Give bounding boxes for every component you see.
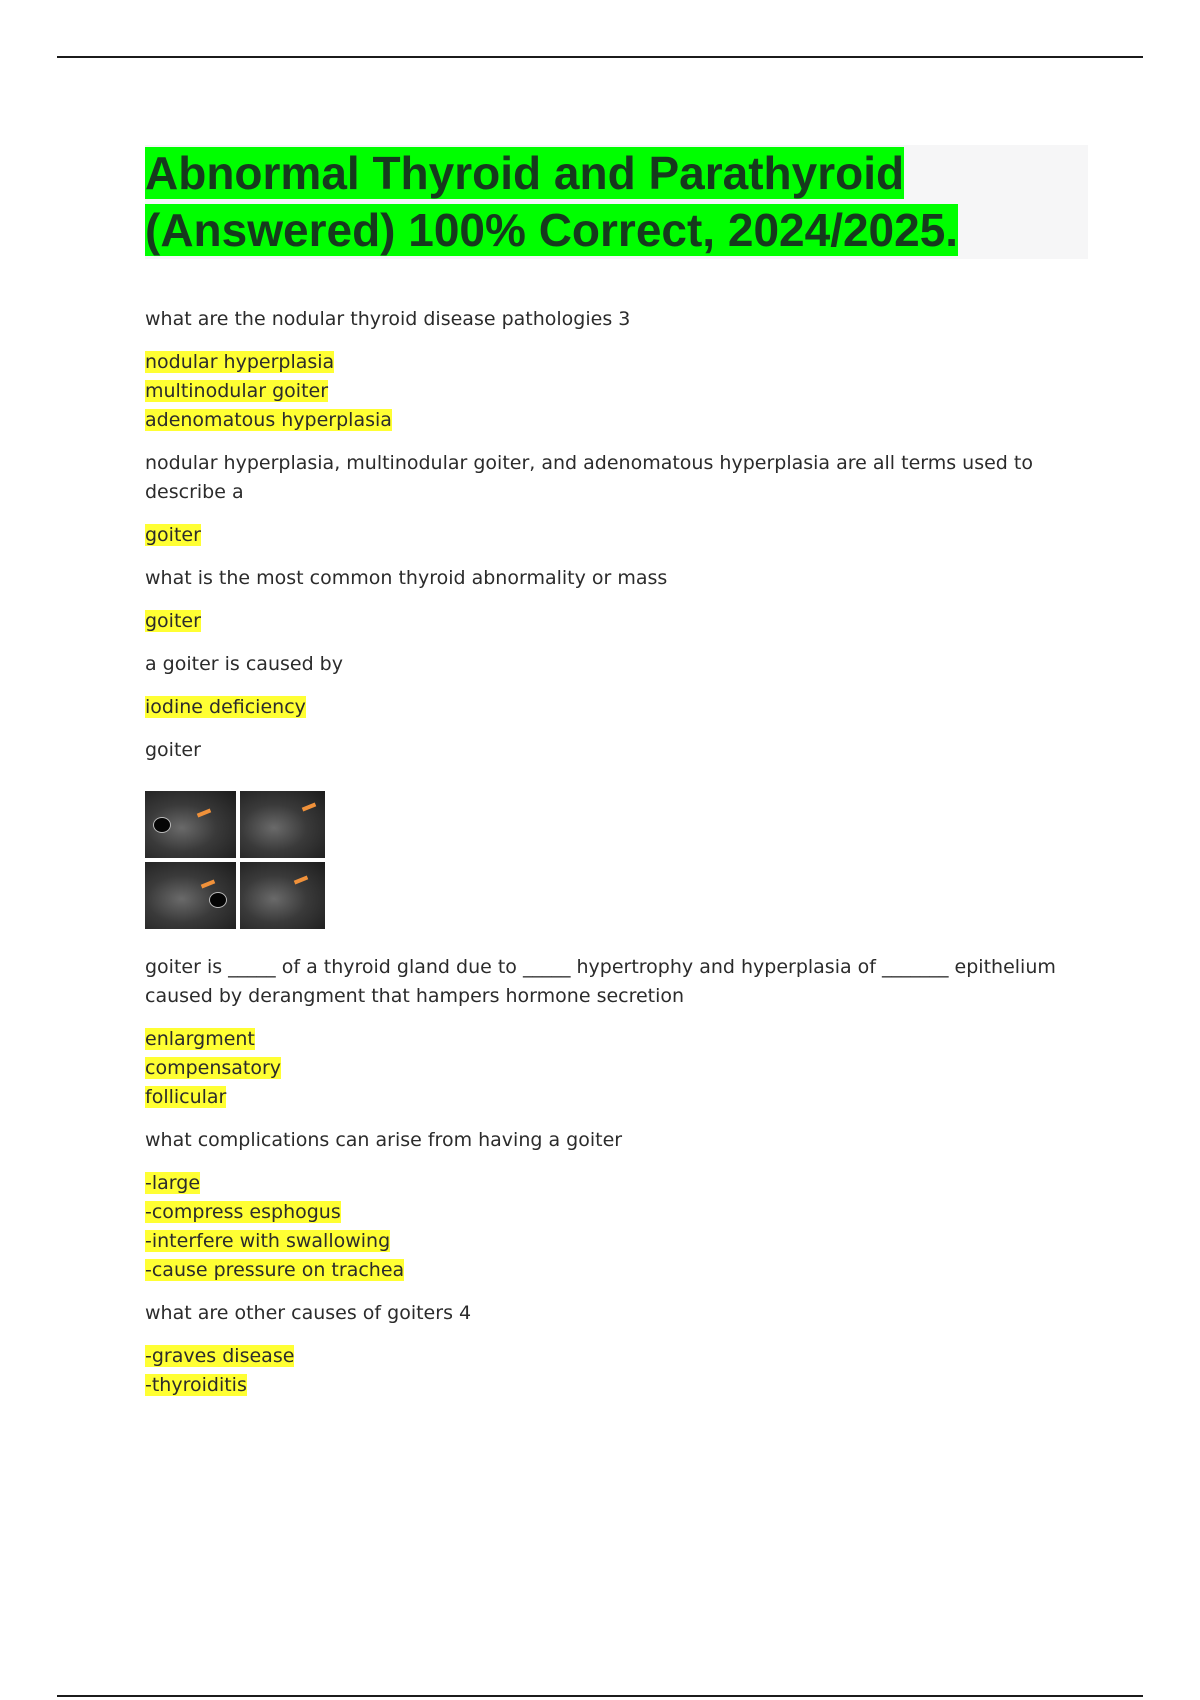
ultrasound-panel-d bbox=[240, 862, 325, 929]
answer-line: follicular bbox=[145, 1086, 227, 1108]
document-title bbox=[145, 145, 1088, 259]
qa-list bbox=[145, 305, 1088, 1400]
ultrasound-panel-c bbox=[145, 862, 236, 929]
question-2: nodular hyperplasia, multinodular goiter, and adenomatous hyperplasia are all terms used to describe a bbox=[145, 452, 1033, 503]
bottom-rule bbox=[57, 1695, 1143, 1697]
answer-3 bbox=[145, 607, 1088, 636]
answer-2 bbox=[145, 521, 1088, 550]
answer-line: multinodular goiter bbox=[145, 380, 329, 402]
answer-1 bbox=[145, 348, 1088, 435]
question-6: goiter is _____ of a thyroid gland due to _____ hypertrophy and hyperplasia of _______ epithelium caused by derangment that hampers hormone secretion bbox=[145, 956, 1056, 1007]
answer-line: -thyroiditis bbox=[145, 1374, 247, 1396]
answer-line: -cause pressure on trachea bbox=[145, 1259, 405, 1281]
answer-line: nodular hyperplasia bbox=[145, 351, 335, 373]
top-rule bbox=[57, 56, 1143, 58]
answer-line: -compress esphogus bbox=[145, 1201, 341, 1223]
answer-line: adenomatous hyperplasia bbox=[145, 409, 392, 431]
ultrasound-panel-b bbox=[240, 791, 325, 858]
answer-4 bbox=[145, 693, 1088, 722]
answer-8 bbox=[145, 1342, 1088, 1400]
answer-7 bbox=[145, 1169, 1088, 1285]
answer-line: goiter bbox=[145, 524, 201, 546]
answer-line: -graves disease bbox=[145, 1345, 295, 1367]
question-1: what are the nodular thyroid disease pathologies 3 bbox=[145, 308, 631, 330]
title-line-2: (Answered) 100% Correct, 2024/2025. bbox=[145, 204, 959, 256]
question-3: what is the most common thyroid abnormality or mass bbox=[145, 567, 668, 589]
answer-line: compensatory bbox=[145, 1057, 282, 1079]
question-8: what are other causes of goiters 4 bbox=[145, 1302, 472, 1324]
answer-line: goiter bbox=[145, 610, 201, 632]
answer-line: iodine deficiency bbox=[145, 696, 306, 718]
ultrasound-panel-a bbox=[145, 791, 236, 858]
answer-line: -large bbox=[145, 1172, 201, 1194]
question-5: goiter bbox=[145, 739, 201, 761]
title-line-1: Abnormal Thyroid and Parathyroid bbox=[145, 147, 905, 199]
question-4: a goiter is caused by bbox=[145, 653, 343, 675]
answer-line: -interfere with swallowing bbox=[145, 1230, 391, 1252]
question-7: what complications can arise from having a goiter bbox=[145, 1129, 623, 1151]
answer-line: enlargment bbox=[145, 1028, 255, 1050]
answer-6 bbox=[145, 1025, 1088, 1112]
document-body bbox=[145, 145, 1088, 1414]
title-block bbox=[145, 145, 1088, 259]
ultrasound-image-grid bbox=[145, 791, 325, 929]
